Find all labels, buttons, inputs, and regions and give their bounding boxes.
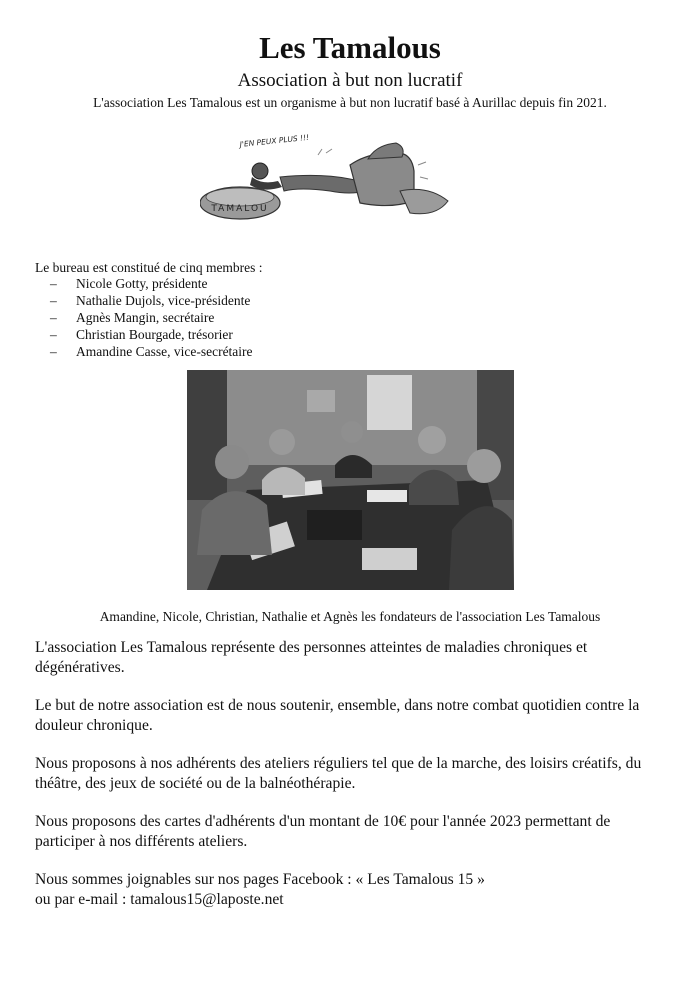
list-item: – Agnès Mangin, secrétaire [50, 310, 215, 325]
list-item: – Nicole Gotty, présidente [50, 276, 208, 291]
paragraph: Nous proposons à nos adhérents des ateliers réguliers tel que de la marche, des loisirs créatifs, du théâtre, des jeux de société ou de la balnéothérapie. [35, 755, 642, 792]
founders-group-photo [187, 370, 514, 590]
photo-caption: Amandine, Nicole, Christian, Nathalie et Agnès les fondateurs de l'association Les Tamalous [99, 609, 601, 624]
contact-email: ou par e-mail : tamalous15@laposte.net [35, 891, 284, 908]
board-member-list [50, 275, 253, 360]
board-heading: Le bureau est constitué de cinq membres : [35, 260, 263, 275]
body-text [35, 638, 670, 910]
paragraph: Nous proposons des cartes d'adhérents d'un montant de 10€ pour l'année 2023 permettant de participer à nos différents ateliers. [35, 813, 611, 850]
page-subtitle: Association à but non lucratif [237, 70, 463, 91]
page-title: Les Tamalous [259, 30, 441, 65]
paragraph: Le but de notre association est de nous soutenir, ensemble, dans notre combat quotidien contre la douleur chronique. [35, 697, 640, 734]
list-item: – Amandine Casse, vice-secrétaire [50, 344, 253, 359]
contact-facebook: Nous sommes joignables sur nos pages Facebook : « Les Tamalous 15 » [35, 871, 485, 888]
paragraph: L'association Les Tamalous représente des personnes atteintes de maladies chroniques et dégénératives. [35, 639, 588, 676]
list-item: – Christian Bourgade, trésorier [50, 327, 233, 342]
cartoon-speech: J'EN PEUX PLUS !!! [239, 132, 310, 149]
tamalou-cartoon-illustration [200, 125, 460, 225]
cartoon-cushion-label: TAMALOU [211, 204, 269, 214]
list-item: – Nathalie Dujols, vice-présidente [50, 293, 251, 308]
intro-text: L'association Les Tamalous est un organisme à but non lucratif basé à Aurillac depuis fin 2021. [93, 95, 607, 110]
